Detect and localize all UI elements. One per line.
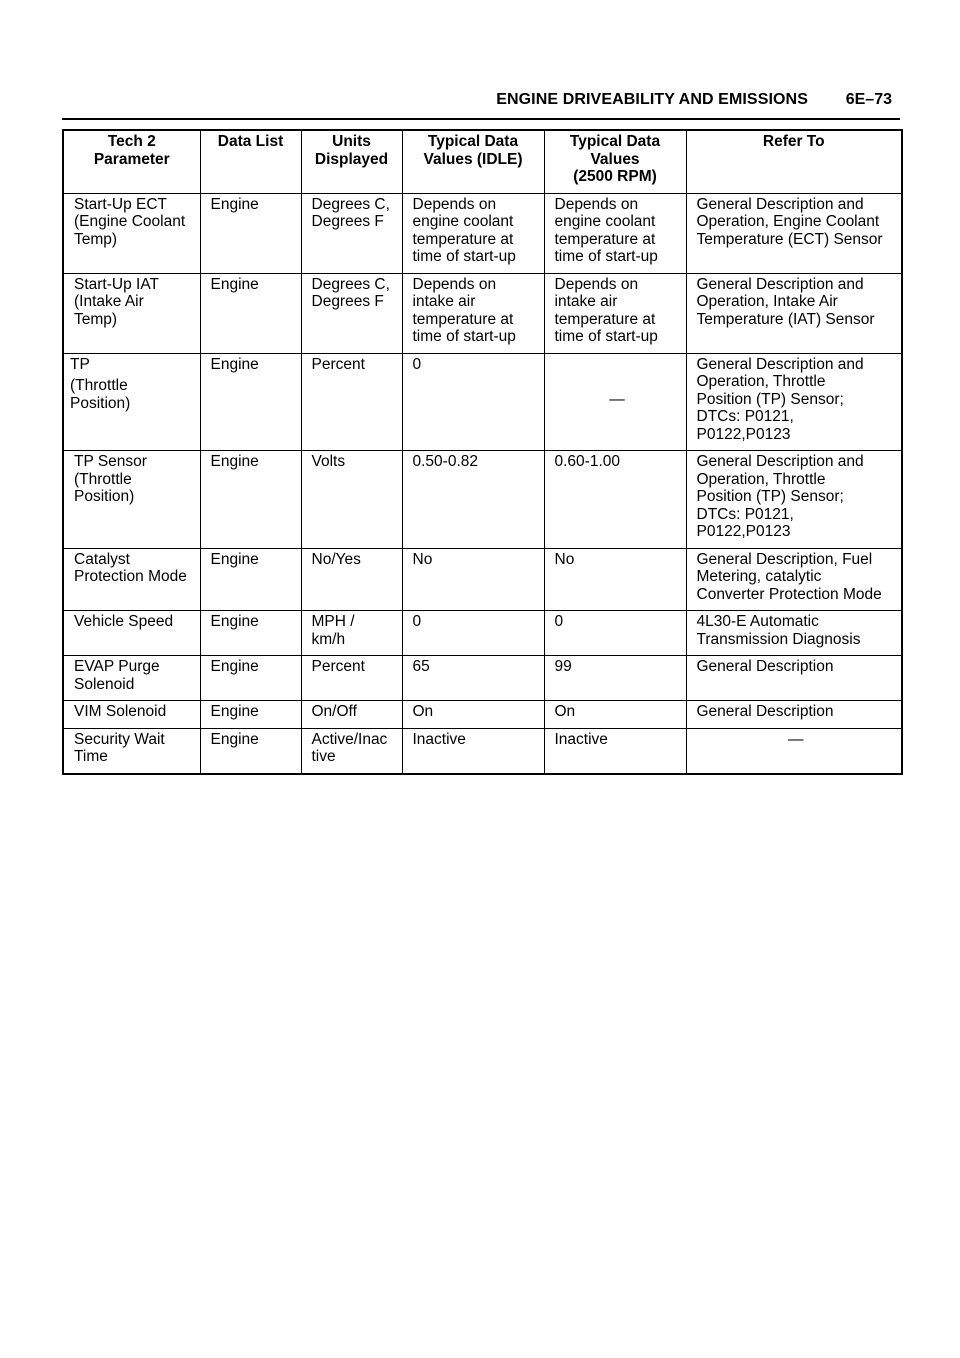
cell-text: — — [609, 390, 625, 408]
cell-text: No/Yes — [311, 550, 361, 568]
refer-to-cell — [686, 728, 902, 774]
cell-text: General Description and — [696, 453, 864, 470]
cell-text: P0122,P0123 — [696, 523, 791, 540]
cell-text: Converter Protection Mode — [696, 585, 882, 603]
idle-value-cell — [402, 451, 544, 549]
units-cell — [301, 193, 402, 273]
section-title: ENGINE DRIVEABILITY AND EMISSIONS — [496, 91, 808, 108]
refer-to-cell — [686, 193, 902, 273]
rpm-value-cell — [544, 193, 686, 273]
cell-text: Position (TP) Sensor; — [696, 488, 844, 505]
cell-text: General Description and — [696, 195, 864, 213]
table-body — [63, 193, 902, 774]
column-header-units — [301, 130, 402, 193]
units-cell — [301, 728, 402, 774]
parameter-cell — [63, 353, 200, 451]
cell-text: Engine — [210, 550, 259, 568]
cell-text: Depends on — [554, 195, 639, 213]
parameter-cell — [63, 611, 200, 656]
cell-text: tive — [311, 748, 336, 765]
rpm-value-cell — [544, 656, 686, 701]
column-header-2500-rpm — [544, 130, 686, 193]
units-cell — [301, 701, 402, 729]
cell-text: Engine — [210, 730, 259, 748]
parameter-cell — [63, 728, 200, 774]
header-text: Typical Data — [569, 133, 661, 150]
column-header-idle — [402, 130, 544, 193]
cell-text: time of start-up — [412, 248, 516, 265]
cell-text: (Engine Coolant — [74, 213, 186, 230]
cell-text: Position) — [74, 488, 135, 505]
rpm-value-cell — [544, 353, 686, 451]
cell-text: Operation, Throttle — [696, 470, 826, 488]
cell-text: General Description — [696, 703, 834, 720]
refer-to-cell — [686, 656, 902, 701]
cell-text: temperature at — [554, 230, 656, 248]
table-row — [63, 701, 902, 729]
units-cell — [301, 611, 402, 656]
cell-text: Active/Inac — [311, 730, 388, 748]
cell-text: On/Off — [311, 703, 357, 720]
cell-text: Start-Up IAT — [74, 275, 159, 293]
idle-value-cell — [402, 353, 544, 451]
data-list-cell — [200, 656, 301, 701]
cell-text: (Intake Air — [74, 293, 144, 310]
header-text: Typical Data — [427, 133, 519, 150]
units-cell — [301, 548, 402, 611]
rpm-value-cell — [544, 451, 686, 549]
cell-text: Engine — [210, 275, 259, 293]
cell-text: DTCs: P0121, — [696, 408, 794, 425]
idle-value-cell — [402, 656, 544, 701]
cell-text: Transmission Diagnosis — [696, 630, 861, 648]
cell-text: Operation, Engine Coolant — [696, 213, 880, 230]
rpm-value-cell — [544, 273, 686, 353]
cell-text: Operation, Intake Air — [696, 293, 838, 310]
table-header-row — [63, 130, 902, 193]
cell-text: On — [412, 703, 434, 720]
cell-text: Vehicle Speed — [74, 613, 174, 630]
cell-text: Temperature (IAT) Sensor — [696, 310, 875, 328]
rpm-value-cell — [544, 728, 686, 774]
cell-text: Catalyst — [74, 550, 130, 568]
units-cell — [301, 451, 402, 549]
idle-value-cell — [402, 611, 544, 656]
cell-text: — — [788, 730, 804, 748]
idle-value-cell — [402, 701, 544, 729]
cell-text: engine coolant — [412, 213, 514, 230]
table-row — [63, 728, 902, 774]
header-text: Values (IDLE) — [423, 150, 523, 168]
cell-text: Position) — [70, 394, 131, 412]
data-list-cell — [200, 353, 301, 451]
header-text: Values — [590, 150, 640, 168]
cell-text: Metering, catalytic — [696, 568, 822, 585]
cell-text: On — [554, 703, 576, 720]
cell-text: Inactive — [554, 730, 608, 748]
parameter-cell — [63, 273, 200, 353]
cell-text: Position (TP) Sensor; — [696, 390, 844, 408]
table-row — [63, 548, 902, 611]
cell-text: P0122,P0123 — [696, 425, 791, 443]
cell-text: Engine — [210, 703, 259, 720]
column-header-refer-to — [686, 130, 902, 193]
data-list-cell — [200, 273, 301, 353]
cell-text: (Throttle — [74, 470, 132, 488]
cell-text: TP — [70, 355, 90, 373]
table-row — [63, 353, 902, 451]
header-text: (2500 RPM) — [573, 168, 657, 185]
table-row — [63, 451, 902, 549]
cell-text: General Description and — [696, 275, 864, 293]
cell-text: 99 — [554, 658, 572, 675]
cell-text: Temp) — [74, 310, 118, 328]
cell-text: (Throttle — [70, 377, 128, 394]
idle-value-cell — [402, 728, 544, 774]
cell-text: temperature at — [412, 310, 514, 328]
parameter-cell — [63, 701, 200, 729]
cell-text: Depends on — [412, 275, 497, 293]
column-header-data-list — [200, 130, 301, 193]
cell-text: temperature at — [554, 310, 656, 328]
cell-text: Start-Up ECT — [74, 195, 168, 213]
cell-text: time of start-up — [554, 248, 658, 265]
cell-text: time of start-up — [554, 328, 658, 345]
parameter-cell — [63, 656, 200, 701]
table-row — [63, 273, 902, 353]
header-text: Data List — [217, 133, 284, 150]
cell-text: General Description — [696, 658, 834, 675]
rpm-value-cell — [544, 548, 686, 611]
cell-text: General Description and — [696, 355, 864, 373]
rpm-value-cell — [544, 701, 686, 729]
cell-text: Degrees C, — [311, 195, 390, 213]
tech2-data-table — [62, 129, 903, 775]
data-list-cell — [200, 451, 301, 549]
data-list-cell — [200, 701, 301, 729]
cell-text: km/h — [311, 630, 346, 648]
cell-text: Degrees F — [311, 293, 384, 310]
refer-to-cell — [686, 353, 902, 451]
header-text: Tech 2 — [107, 133, 156, 150]
cell-text: 0.50-0.82 — [412, 453, 478, 470]
cell-text: 0.60-1.00 — [554, 453, 620, 470]
cell-text: engine coolant — [554, 213, 656, 230]
cell-text: TP Sensor — [74, 453, 147, 470]
data-list-cell — [200, 728, 301, 774]
idle-value-cell — [402, 193, 544, 273]
refer-to-cell — [686, 273, 902, 353]
cell-text: VIM Solenoid — [74, 703, 167, 720]
cell-text: 0 — [554, 613, 564, 630]
cell-text: temperature at — [412, 230, 514, 248]
cell-text: Degrees C, — [311, 275, 390, 293]
cell-text: Protection Mode — [74, 568, 187, 585]
data-list-cell — [200, 611, 301, 656]
cell-text: Depends on — [554, 275, 639, 293]
refer-to-cell — [686, 548, 902, 611]
idle-value-cell — [402, 273, 544, 353]
rpm-value-cell — [544, 611, 686, 656]
cell-text: No — [554, 550, 575, 568]
parameter-cell — [63, 548, 200, 611]
refer-to-cell — [686, 701, 902, 729]
column-header-parameter — [63, 130, 200, 193]
cell-text: General Description, Fuel — [696, 550, 873, 568]
idle-value-cell — [402, 548, 544, 611]
cell-text: Depends on — [412, 195, 497, 213]
units-cell — [301, 656, 402, 701]
header-text: Units — [332, 133, 371, 150]
parameter-cell — [63, 193, 200, 273]
cell-text: time of start-up — [412, 328, 516, 345]
refer-to-cell — [686, 611, 902, 656]
cell-text: EVAP Purge — [74, 658, 160, 675]
cell-text: Percent — [311, 658, 365, 675]
page-number: 6E–73 — [845, 91, 892, 108]
cell-text: Inactive — [412, 730, 466, 748]
cell-text: 4L30-E Automatic — [696, 613, 819, 630]
cell-text: MPH / — [311, 613, 355, 630]
page-header — [62, 88, 900, 120]
data-list-cell — [200, 193, 301, 273]
cell-text: Engine — [210, 195, 259, 213]
cell-text: Percent — [311, 355, 365, 373]
table-row — [63, 193, 902, 273]
table-row — [63, 656, 902, 701]
cell-text: intake air — [412, 293, 476, 310]
cell-text: Engine — [210, 613, 259, 630]
cell-text: 0 — [412, 613, 422, 630]
cell-text: Engine — [210, 658, 259, 675]
units-cell — [301, 353, 402, 451]
cell-text: 65 — [412, 658, 430, 675]
table-row — [63, 611, 902, 656]
cell-text: Engine — [210, 355, 259, 373]
header-text: Displayed — [314, 150, 389, 168]
cell-text: Security Wait — [74, 730, 165, 748]
cell-text: Temp) — [74, 230, 118, 248]
cell-text: Time — [74, 748, 108, 765]
units-cell — [301, 273, 402, 353]
refer-to-cell — [686, 451, 902, 549]
parameter-cell — [63, 451, 200, 549]
cell-text: Volts — [311, 453, 346, 470]
cell-text: intake air — [554, 293, 618, 310]
cell-text: 0 — [412, 355, 422, 373]
header-text: Refer To — [762, 133, 825, 150]
header-text: Parameter — [93, 150, 170, 168]
cell-text: Degrees F — [311, 213, 384, 230]
cell-text: Engine — [210, 453, 259, 470]
cell-text: Solenoid — [74, 675, 135, 693]
cell-text: No — [412, 550, 433, 568]
cell-text: DTCs: P0121, — [696, 505, 794, 523]
cell-text: Operation, Throttle — [696, 373, 826, 390]
data-list-cell — [200, 548, 301, 611]
cell-text: Temperature (ECT) Sensor — [696, 230, 883, 248]
